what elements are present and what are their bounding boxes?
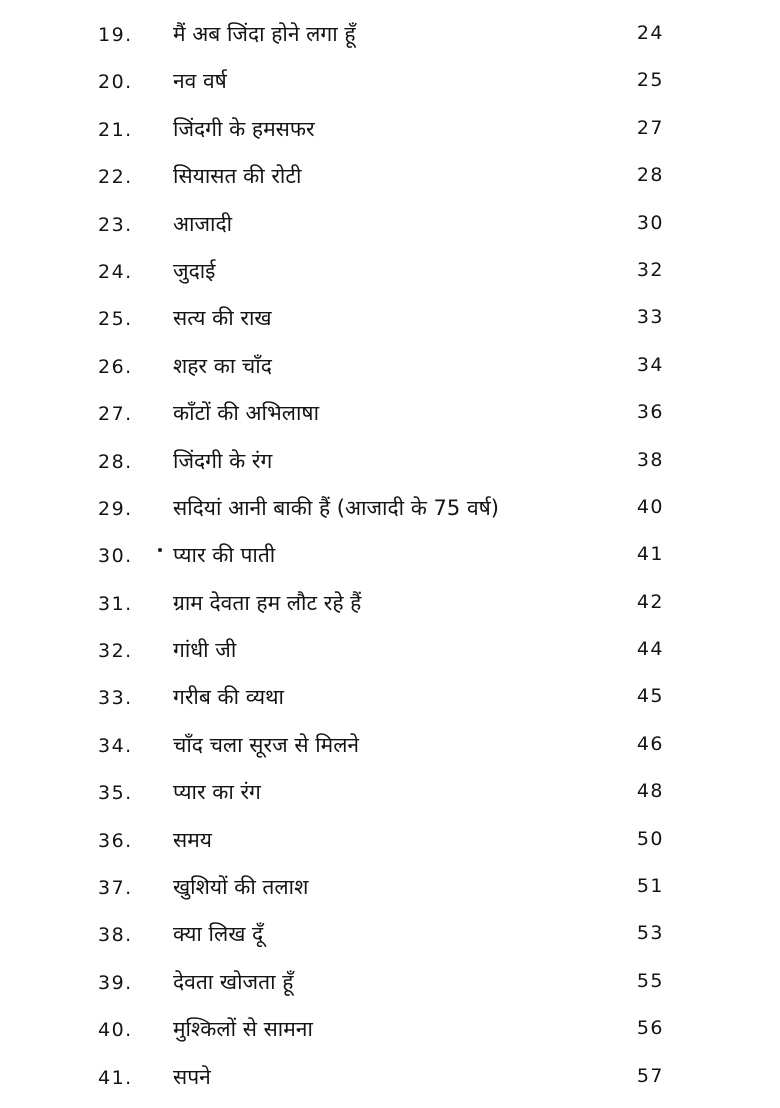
toc-entry — [0, 628, 780, 675]
entry-title: सत्य की राख — [173, 306, 272, 331]
entry-title: मुश्किलों से सामना — [173, 1017, 313, 1042]
entry-page-number: 57 — [636, 1064, 664, 1087]
entry-title: जुदाई — [173, 258, 216, 283]
entry-page-number: 38 — [636, 448, 664, 471]
toc-entry — [0, 439, 780, 486]
entry-page-number: 46 — [636, 732, 664, 755]
entry-title: शहर का चाँद — [173, 353, 272, 378]
entry-number: 30. — [98, 545, 133, 568]
toc-entry — [0, 486, 780, 533]
entry-title: प्यार की पाती — [173, 543, 276, 568]
toc-entry — [0, 12, 780, 59]
toc-entry — [0, 675, 780, 722]
entry-page-number: 44 — [636, 638, 664, 661]
entry-page-number: 33 — [636, 306, 664, 329]
entry-title: ग्राम देवता हम लौट रहे हैं — [173, 590, 362, 615]
toc-entry — [0, 296, 780, 343]
toc-entry — [0, 391, 780, 438]
entry-page-number: 45 — [636, 685, 664, 708]
entry-title: प्यार का रंग — [173, 780, 261, 805]
entry-number: 35. — [98, 782, 133, 805]
toc-entry — [0, 202, 780, 249]
entry-title: गरीब की व्यथा — [173, 685, 284, 710]
entry-number: 40. — [98, 1019, 133, 1042]
entry-title: सपने — [173, 1064, 211, 1089]
toc-entry — [0, 865, 780, 912]
entry-page-number: 24 — [636, 22, 664, 44]
entry-page-number: 36 — [636, 401, 664, 424]
entry-number: 20. — [98, 71, 133, 94]
entry-title: देवता खोजता हूँ — [173, 969, 294, 994]
entry-title: चाँद चला सूरज से मिलने — [173, 732, 360, 757]
entry-title: सियासत की रोटी — [173, 164, 302, 189]
entry-title: जिंदगी के रंग — [173, 448, 273, 473]
toc-entry — [0, 1055, 780, 1102]
entry-page-number: 51 — [636, 875, 664, 898]
entry-number: 41. — [98, 1066, 133, 1089]
entry-title: क्या लिख दूँ — [173, 922, 264, 947]
toc-entry — [0, 770, 780, 817]
entry-title: आजादी — [173, 211, 233, 236]
entry-number: 37. — [98, 877, 133, 900]
entry-number: 31. — [98, 592, 133, 615]
entry-number: 19. — [98, 24, 133, 46]
toc-entry — [0, 581, 780, 628]
entry-title: मैं अब जिंदा होने लगा हूँ — [173, 22, 356, 46]
entry-number: 27. — [98, 403, 133, 426]
entry-title: काँटों की अभिलाषा — [173, 401, 320, 426]
toc-entry — [0, 59, 780, 106]
entry-number: 28. — [98, 450, 133, 473]
toc-entry — [0, 723, 780, 770]
entry-page-number: 55 — [636, 969, 664, 992]
entry-page-number: 42 — [636, 590, 664, 613]
entry-page-number: 40 — [636, 495, 664, 518]
toc-entry — [0, 344, 780, 391]
entry-title: नव वर्ष — [173, 69, 227, 94]
entry-page-number: 32 — [636, 258, 664, 281]
entry-number: 25. — [98, 308, 133, 331]
entry-title: खुशियों की तलाश — [173, 875, 309, 900]
toc-entry — [0, 1007, 780, 1054]
entry-number: 26. — [98, 355, 133, 378]
entry-page-number: 30 — [636, 211, 664, 234]
entry-page-number: 27 — [636, 116, 664, 139]
ink-speck — [158, 548, 162, 552]
entry-page-number: 48 — [636, 780, 664, 803]
entry-number: 22. — [98, 166, 133, 189]
entry-title: गांधी जी — [173, 638, 237, 663]
entry-page-number: 50 — [636, 827, 664, 850]
entry-page-number: 41 — [636, 543, 664, 566]
toc-entry — [0, 107, 780, 154]
entry-page-number: 53 — [636, 922, 664, 945]
entry-number: 38. — [98, 924, 133, 947]
entry-title: जिंदगी के हमसफर — [173, 116, 315, 141]
toc-entry — [0, 912, 780, 959]
toc-entry — [0, 154, 780, 201]
entry-number: 33. — [98, 687, 133, 710]
entry-page-number: 56 — [636, 1017, 664, 1040]
entry-number: 39. — [98, 971, 133, 994]
entry-number: 24. — [98, 260, 133, 283]
entry-number: 21. — [98, 118, 133, 141]
entry-number: 32. — [98, 640, 133, 663]
entry-page-number: 34 — [636, 353, 664, 376]
entry-page-number: 28 — [636, 164, 664, 187]
entry-title: सदियां आनी बाकी हैं (आजादी के 75 वर्ष) — [173, 495, 499, 520]
toc-entry — [0, 818, 780, 865]
toc-entry — [0, 249, 780, 296]
entry-page-number: 25 — [636, 69, 664, 92]
entry-number: 34. — [98, 734, 133, 757]
entry-number: 29. — [98, 497, 133, 520]
toc-entry — [0, 533, 780, 580]
entry-title: समय — [173, 827, 212, 852]
toc-entry — [0, 960, 780, 1007]
entry-number: 36. — [98, 829, 133, 852]
entry-number: 23. — [98, 213, 133, 236]
table-of-contents — [0, 12, 780, 1102]
